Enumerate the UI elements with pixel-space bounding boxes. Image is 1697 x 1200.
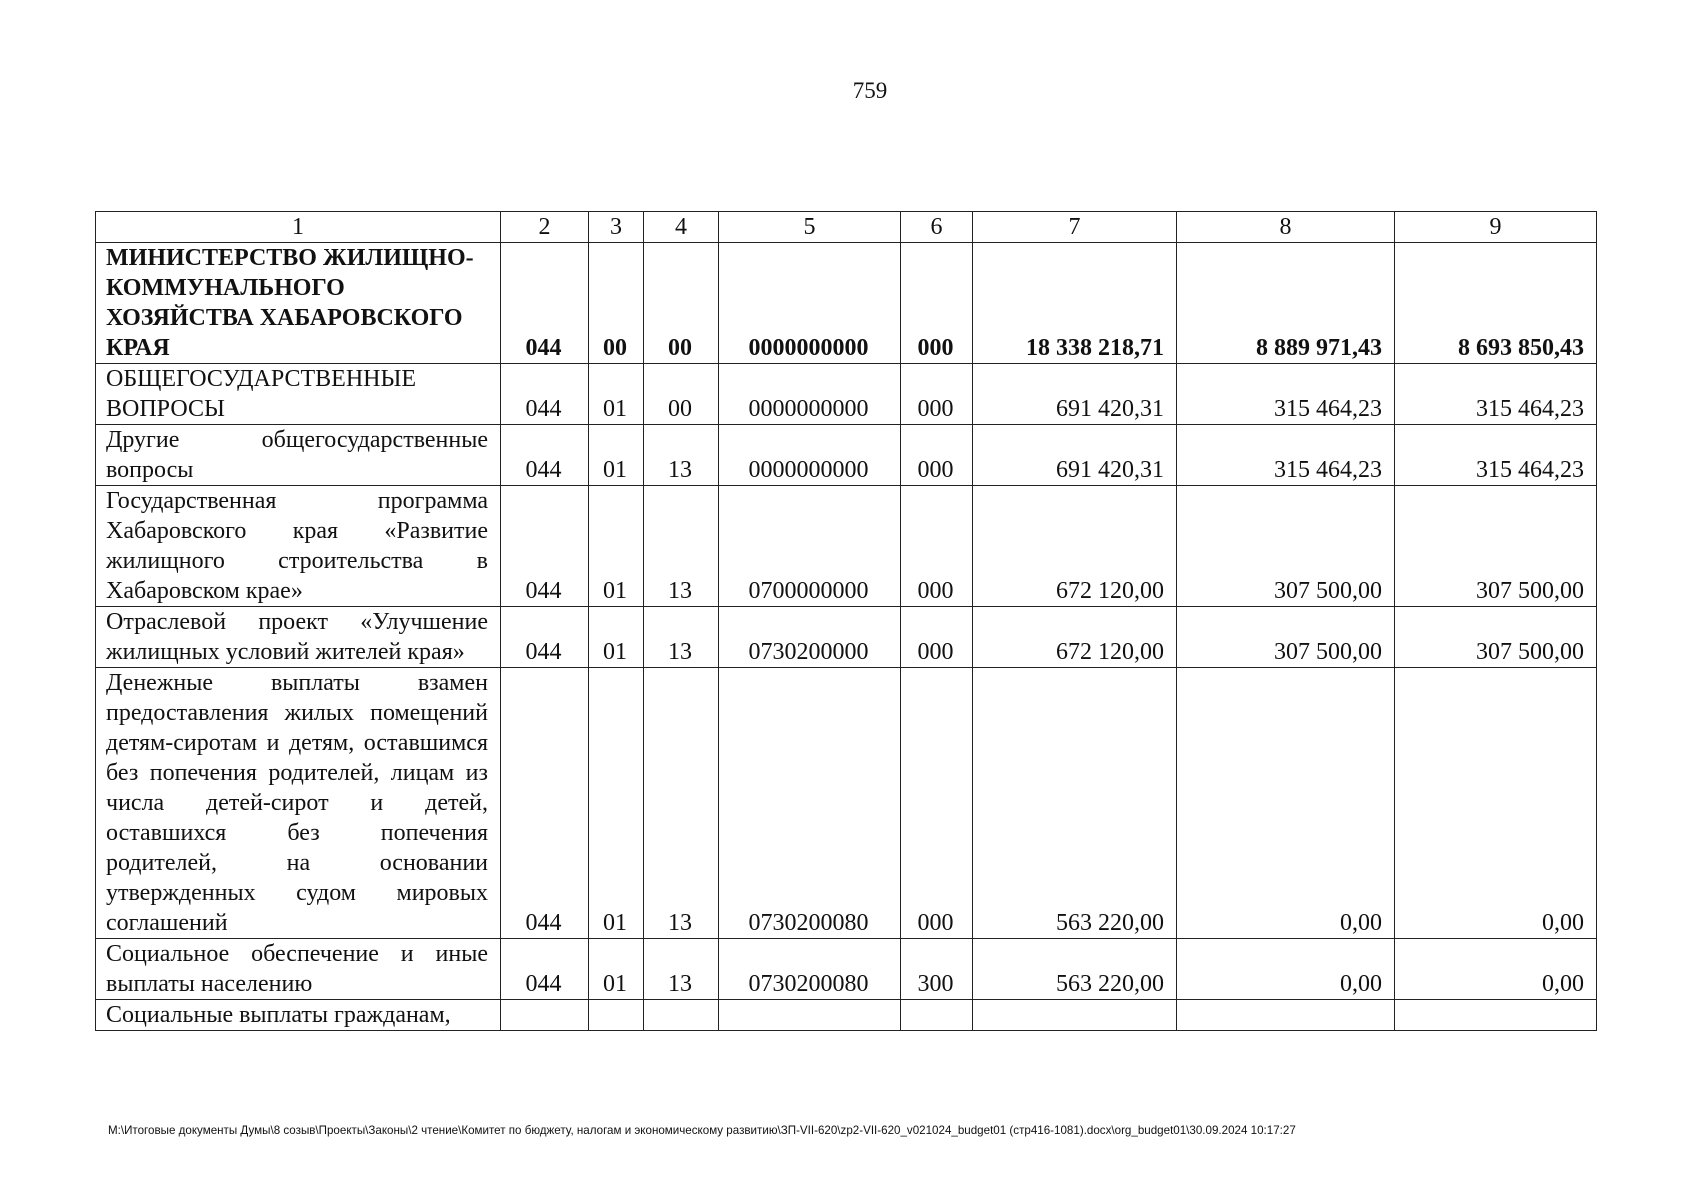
row-expense-type-code: 000 [901, 668, 973, 939]
column-number: 2 [501, 212, 589, 243]
row-ministry-code: 044 [501, 425, 589, 486]
row-section-code: 01 [589, 425, 644, 486]
row-amount-year-2: 315 464,23 [1177, 425, 1395, 486]
table-row [96, 939, 1597, 1000]
row-subsection-code: 00 [644, 364, 719, 425]
row-target-article-code [719, 1000, 901, 1031]
row-section-code: 01 [589, 668, 644, 939]
row-amount-year-1: 672 120,00 [973, 486, 1177, 607]
row-expense-type-code [901, 1000, 973, 1031]
footer-file-path: М:\Итоговые документы Думы\8 созыв\Проекты\Законы\2 чтение\Комитет по бюджету, налогам и экономическому развитию\ЗП-VII-620\zp2-VII-620_v021024_budget01 (стр416-1081).docx\org_budget01\30.09.2024 10:17:27 [108, 1124, 1296, 1137]
table-row [96, 607, 1597, 668]
row-target-article-code: 0730200080 [719, 939, 901, 1000]
row-name: ОБЩЕГОСУДАРСТВЕННЫЕ ВОПРОСЫ [96, 364, 501, 425]
row-name: Отраслевой проект «Улучшение жилищных условий жителей края» [96, 607, 501, 668]
table-row [96, 486, 1597, 607]
row-amount-year-2: 0,00 [1177, 939, 1395, 1000]
table-row [96, 668, 1597, 939]
row-amount-year-3: 0,00 [1395, 668, 1597, 939]
table-row [96, 425, 1597, 486]
row-amount-year-1: 672 120,00 [973, 607, 1177, 668]
row-amount-year-1 [973, 1000, 1177, 1031]
row-name: МИНИСТЕРСТВО ЖИЛИЩНО-КОММУНАЛЬНОГО ХОЗЯЙСТВА ХАБАРОВСКОГО КРАЯ [96, 243, 501, 364]
row-amount-year-3: 0,00 [1395, 939, 1597, 1000]
row-ministry-code: 044 [501, 939, 589, 1000]
column-number: 3 [589, 212, 644, 243]
row-section-code: 01 [589, 364, 644, 425]
row-subsection-code: 13 [644, 486, 719, 607]
row-name: Денежные выплаты взамен предоставления жилых помещений детям-сиротам и детям, оставшимся без попечения родителей, лицам из числа детей-сирот и детей, оставшихся без попечения родителей, на основании утвержденных судом мировых соглашений [96, 668, 501, 939]
row-ministry-code: 044 [501, 607, 589, 668]
column-number: 9 [1395, 212, 1597, 243]
row-section-code: 01 [589, 607, 644, 668]
row-section-code: 01 [589, 486, 644, 607]
row-target-article-code: 0000000000 [719, 243, 901, 364]
column-number: 7 [973, 212, 1177, 243]
row-amount-year-3: 8 693 850,43 [1395, 243, 1597, 364]
row-expense-type-code: 000 [901, 364, 973, 425]
row-section-code: 01 [589, 939, 644, 1000]
row-name: Государственная программа Хабаровского края «Развитие жилищного строительства в Хабаровском крае» [96, 486, 501, 607]
row-amount-year-2 [1177, 1000, 1395, 1031]
table-row [96, 243, 1597, 364]
row-name: Другие общегосударственные вопросы [96, 425, 501, 486]
row-expense-type-code: 300 [901, 939, 973, 1000]
row-name: Социальные выплаты гражданам, [96, 1000, 501, 1031]
row-subsection-code [644, 1000, 719, 1031]
row-ministry-code: 044 [501, 243, 589, 364]
table-body [96, 212, 1597, 1031]
row-amount-year-1: 563 220,00 [973, 668, 1177, 939]
row-amount-year-3: 315 464,23 [1395, 425, 1597, 486]
table-row [96, 1000, 1597, 1031]
row-amount-year-3 [1395, 1000, 1597, 1031]
row-amount-year-1: 691 420,31 [973, 425, 1177, 486]
row-subsection-code: 13 [644, 668, 719, 939]
column-number: 8 [1177, 212, 1395, 243]
row-amount-year-3: 307 500,00 [1395, 486, 1597, 607]
row-ministry-code [501, 1000, 589, 1031]
row-amount-year-2: 315 464,23 [1177, 364, 1395, 425]
row-amount-year-2: 8 889 971,43 [1177, 243, 1395, 364]
row-target-article-code: 0700000000 [719, 486, 901, 607]
row-amount-year-3: 307 500,00 [1395, 607, 1597, 668]
column-number: 1 [96, 212, 501, 243]
row-target-article-code: 0000000000 [719, 425, 901, 486]
row-amount-year-1: 18 338 218,71 [973, 243, 1177, 364]
column-number: 6 [901, 212, 973, 243]
row-name: Социальное обеспечение и иные выплаты населению [96, 939, 501, 1000]
row-section-code [589, 1000, 644, 1031]
column-number: 5 [719, 212, 901, 243]
row-amount-year-3: 315 464,23 [1395, 364, 1597, 425]
row-target-article-code: 0000000000 [719, 364, 901, 425]
row-amount-year-2: 307 500,00 [1177, 486, 1395, 607]
row-ministry-code: 044 [501, 486, 589, 607]
row-section-code: 00 [589, 243, 644, 364]
row-amount-year-1: 691 420,31 [973, 364, 1177, 425]
row-expense-type-code: 000 [901, 607, 973, 668]
row-subsection-code: 13 [644, 425, 719, 486]
column-number: 4 [644, 212, 719, 243]
row-subsection-code: 13 [644, 939, 719, 1000]
budget-table [95, 211, 1597, 1031]
row-ministry-code: 044 [501, 364, 589, 425]
row-expense-type-code: 000 [901, 486, 973, 607]
table-row [96, 364, 1597, 425]
row-ministry-code: 044 [501, 668, 589, 939]
row-amount-year-2: 307 500,00 [1177, 607, 1395, 668]
row-target-article-code: 0730200000 [719, 607, 901, 668]
row-target-article-code: 0730200080 [719, 668, 901, 939]
row-subsection-code: 13 [644, 607, 719, 668]
row-expense-type-code: 000 [901, 425, 973, 486]
row-expense-type-code: 000 [901, 243, 973, 364]
row-amount-year-1: 563 220,00 [973, 939, 1177, 1000]
row-subsection-code: 00 [644, 243, 719, 364]
row-amount-year-2: 0,00 [1177, 668, 1395, 939]
page-number: 759 [852, 78, 888, 103]
column-number-row [96, 212, 1597, 243]
